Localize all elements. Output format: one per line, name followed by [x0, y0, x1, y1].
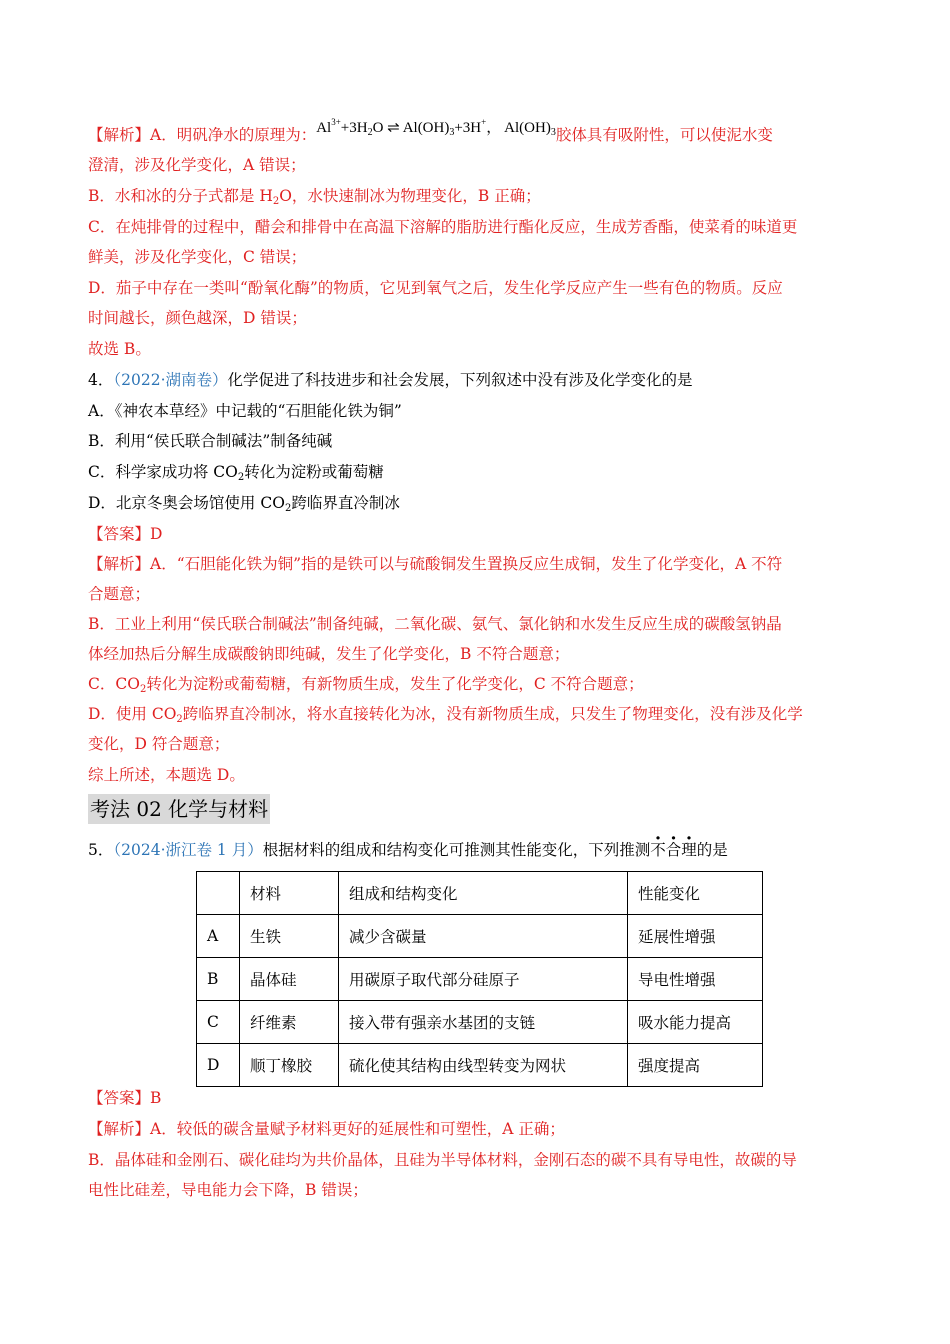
- table-row: [197, 915, 763, 958]
- q3-explanation-line-6: D．茄子中存在一类叫“酚氧化酶”的物质，它见到氧气之后，发生化学反应产生一些有色的物质。反应: [88, 279, 783, 297]
- q4-option-c: C．科学家成功将 $CO_2$转化为淀粉或葡萄糖: [88, 463, 384, 483]
- table-row: [197, 1044, 763, 1087]
- q4-stem: 4．（2022·湖南卷）化学促进了科技进步和社会发展，下列叙述中没有涉及化学变化的是: [88, 371, 693, 389]
- q4-explanation-line-6: D．使用 $CO_2$跨临界直冷制冰，将水直接转化为冰，没有新物质生成，只发生了物理变化，没有涉及化学: [88, 705, 803, 725]
- q4-explanation-line-4: 体经加热后分解生成碳酸钠即纯碱，发生了化学变化，B 不符合题意；: [88, 645, 570, 663]
- table-cell: D: [197, 1044, 240, 1087]
- emphasis-dot-char: 不: [650, 841, 666, 859]
- table-header-cell: 组成和结构变化: [339, 872, 628, 915]
- table-row: [197, 1001, 763, 1044]
- table-cell: 导电性增强: [628, 958, 763, 1001]
- q3-explanation-line-3: B．水和冰的分子式都是 $H_2O$，水快速制冰为物理变化，B 正确；: [88, 187, 541, 207]
- table-cell: 顺丁橡胶: [240, 1044, 339, 1087]
- materials-table: [196, 871, 763, 1087]
- q5-source: （2024·浙江卷 1 月）: [113, 841, 263, 859]
- q4-answer: 【答案】D: [88, 525, 163, 543]
- q3-explanation-line-4: C．在炖排骨的过程中，醋会和排骨中在高温下溶解的脂肪进行酯化反应，生成芳香酯，使菜肴的味道更: [88, 218, 798, 236]
- q3-explanation-line-5: 鲜美，涉及化学变化，C 错误；: [88, 248, 307, 266]
- table-cell: 晶体硅: [240, 958, 339, 1001]
- table-header-cell: 材料: [240, 872, 339, 915]
- q4-conclusion: 综上所述，本题选 D。: [88, 766, 245, 784]
- q5-explanation-line-1: 【解析】A．较低的碳含量赋予材料更好的延展性和可塑性，A 正确；: [88, 1120, 565, 1138]
- table-cell: 减少含碳量: [339, 915, 628, 958]
- table-cell: B: [197, 958, 240, 1001]
- q4-explanation-line-2: 合题意；: [88, 585, 151, 603]
- table-header-cell: 性能变化: [628, 872, 763, 915]
- q4-explanation-line-3: B．工业上利用“侯氏联合制碱法”制备纯碱，二氧化碳、氨气、氯化钠和水发生反应生成的碳酸氢钠晶: [88, 615, 782, 633]
- table-header-cell: [197, 872, 240, 915]
- table-cell: 硫化使其结构由线型转变为网状: [339, 1044, 628, 1087]
- emphasis-dot-char: 合: [665, 841, 682, 859]
- q5-answer: 【答案】B: [88, 1089, 162, 1107]
- table-cell: 生铁: [240, 915, 339, 958]
- emphasis-dot-char: 理: [681, 841, 697, 859]
- table-cell: 接入带有强亲水基团的支链: [339, 1001, 628, 1044]
- table-header-row: [197, 872, 763, 915]
- q4-option-a: A．《神农本草经》中记载的“石胆能化铁为铜”: [88, 402, 402, 420]
- table-cell: 延展性增强: [628, 915, 763, 958]
- q3-conclusion: 故选 B。: [88, 340, 151, 358]
- q5-explanation-line-3: 电性比硅差，导电能力会下降，B 错误；: [88, 1181, 368, 1199]
- table-cell: 吸水能力提高: [628, 1001, 763, 1044]
- table-row: [197, 958, 763, 1001]
- section-heading: 考法 02 化学与材料: [88, 794, 270, 824]
- table-cell: A: [197, 915, 240, 958]
- table-cell: 用碳原子取代部分硅原子: [339, 958, 628, 1001]
- q4-explanation-line-5: C．$CO_2$转化为淀粉或葡萄糖，有新物质生成，发生了化学变化，C 不符合题意；: [88, 675, 644, 695]
- q4-explanation-line-1: 【解析】A．“石胆能化铁为铜”指的是铁可以与硫酸铜发生置换反应生成铜，发生了化学变化，A 不符: [88, 555, 783, 573]
- q4-option-b: B．利用“侯氏联合制碱法”制备纯碱: [88, 432, 333, 450]
- q5-explanation-line-2: B．晶体硅和金刚石、碳化硅均为共价晶体，且硅为半导体材料，金刚石态的碳不具有导电性，故碳的导: [88, 1151, 797, 1169]
- q4-option-d: D．北京冬奥会场馆使用 $CO_2$跨临界直冷制冰: [88, 494, 400, 514]
- q3-explanation-line-1: 【解析】A．明矾净水的原理为：$Al^{3+}+3H_2O$ ⇌ $Al(OH)_3+3H^+$， $Al(OH)_3$胶体具有吸附性，可以使泥水变: [88, 117, 773, 144]
- equilibrium-arrow-icon: ⇌: [387, 120, 400, 136]
- q5-stem: 5．（2024·浙江卷 1 月）根据材料的组成和结构变化可推测其性能变化，下列推测不合理的是: [88, 841, 728, 859]
- q3-explanation-line-2: 澄清，涉及化学变化，A 错误；: [88, 156, 306, 174]
- table-cell: 纤维素: [240, 1001, 339, 1044]
- q4-explanation-line-7: 变化，D 符合题意；: [88, 735, 230, 753]
- table-cell: C: [197, 1001, 240, 1044]
- alum-equation: $Al^{3+}+3H_2O$ ⇌ $Al(OH)_3+3H^+$， $Al(OH)_3$: [316, 117, 556, 138]
- table-cell: 强度提高: [628, 1044, 763, 1087]
- q3-explanation-line-7: 时间越长，颜色越深，D 错误；: [88, 309, 307, 327]
- q4-source: （2022·湖南卷）: [113, 371, 228, 389]
